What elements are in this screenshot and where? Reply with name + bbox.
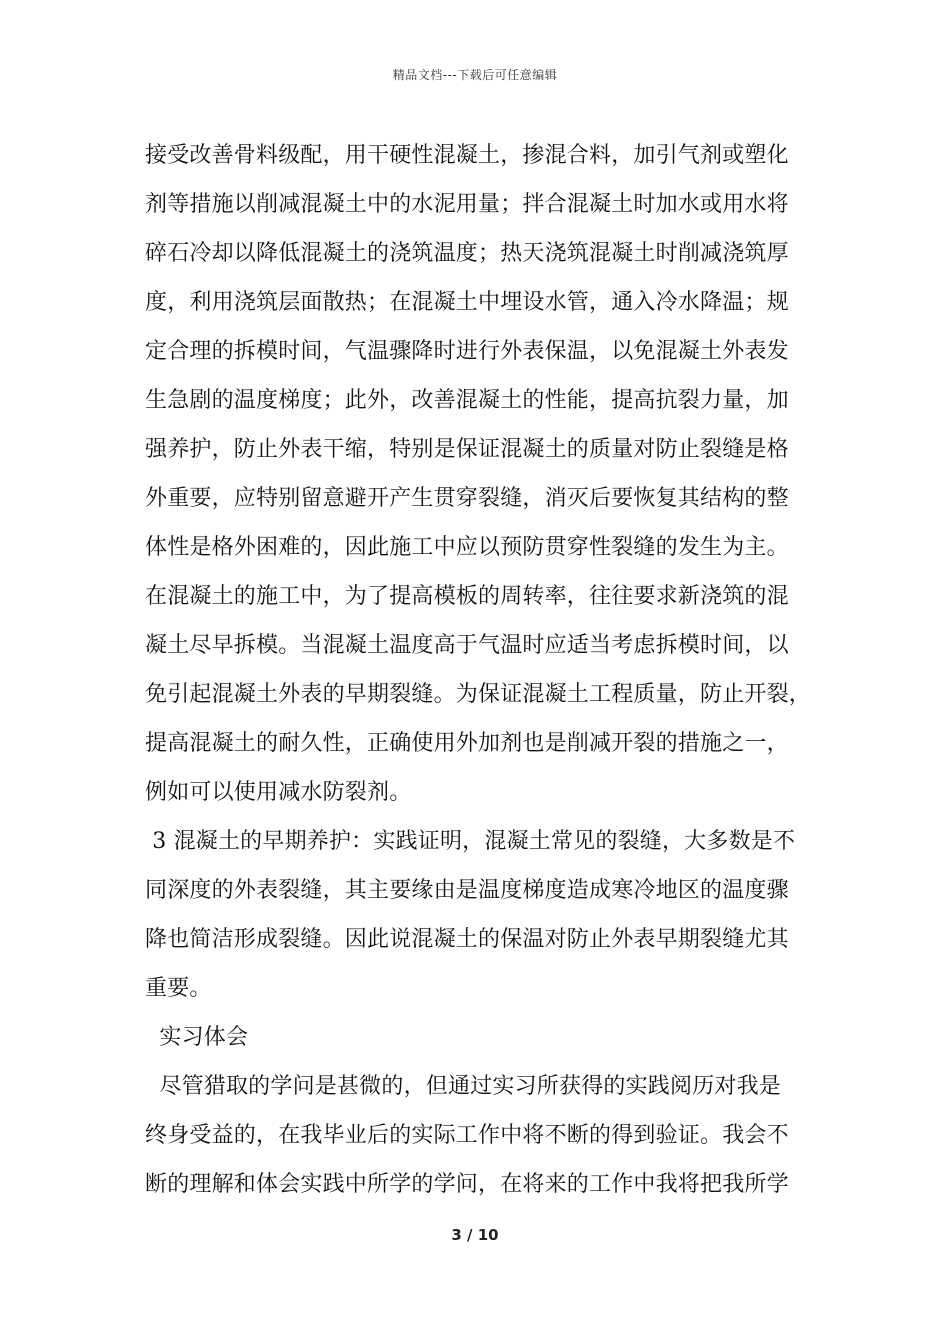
text-line: 在混凝土的施工中，为了提高模板的周转率，往往要求新浇筑的混 [145,584,789,609]
text-line: 剂等措施以削减混凝土中的水泥用量；拌合混凝土时加水或用水将 [145,192,789,217]
text-line: 生急剧的温度梯度；此外，改善混凝土的性能，提高抗裂力量，加 [145,388,789,413]
text-line: 接受改善骨料级配，用干硬性混凝土，掺混合料，加引气剂或塑化 [145,143,789,168]
text-line: 凝土尽早拆模。当混凝土温度高于气温时应适当考虑拆模时间，以 [145,633,789,658]
text-line: 免引起混凝土外表的早期裂缝。为保证混凝土工程质量，防止开裂， [145,682,812,707]
text-line: 尽管猎取的学问是甚微的，但通过实习所获得的实践阅历对我是 [145,1074,781,1099]
text-line: 终身受益的，在我毕业后的实际工作中将不断的得到验证。我会不 [145,1123,789,1148]
document-body [145,131,825,1209]
text-line: 碎石冷却以降低混凝土的浇筑温度；热天浇筑混凝土时削减浇筑厚 [145,241,789,266]
section-heading: 实习体会 [145,1025,249,1050]
text-line: 强养护，防止外表干缩，特别是保证混凝土的质量对防止裂缝是格 [145,437,789,462]
text-line: 降也简洁形成裂缝。因此说混凝土的保温对防止外表早期裂缝尤其 [145,927,789,952]
page-number: 3 / 10 [451,1226,499,1244]
text-line: 外重要，应特别留意避开产生贯穿裂缝，消灭后要恢复其结构的整 [145,486,789,511]
text-line: 同深度的外表裂缝，其主要缘由是温度梯度造成寒冷地区的温度骤 [145,878,789,903]
text-line: 定合理的拆模时间，气温骤降时进行外表保温，以免混凝土外表发 [145,339,789,364]
page-header: 精品文档---下载后可任意编辑 [392,68,558,82]
text-line: 重要。 [145,976,212,1001]
text-line: 断的理解和体会实践中所学的学问，在将来的工作中我将把我所学 [145,1172,789,1197]
text-line: 例如可以使用减水防裂剂。 [145,780,412,805]
text-line: 度，利用浇筑层面散热；在混凝土中埋设水管，通入冷水降温；规 [145,290,789,315]
text-line: 体性是格外困难的，因此施工中应以预防贯穿性裂缝的发生为主。 [145,535,789,560]
section-heading-line: 3 混凝土的早期养护：实践证明，混凝土常见的裂缝，大多数是不 [145,829,796,854]
text-line: 提高混凝土的耐久性，正确使用外加剂也是削减开裂的措施之一， [145,731,789,756]
